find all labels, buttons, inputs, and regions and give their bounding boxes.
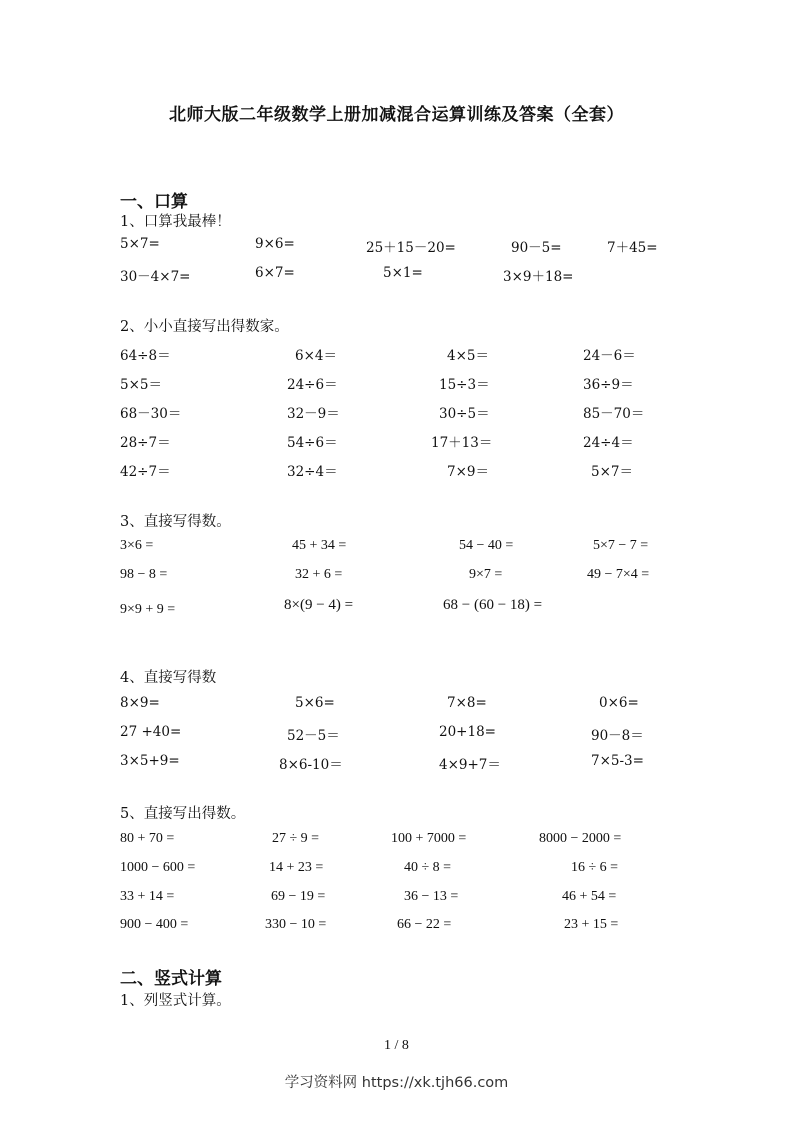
q5-item: 33 + 14 =: [120, 889, 175, 904]
q3-item: 54 − 40 =: [459, 538, 514, 553]
q4-item: 20+18=: [439, 724, 496, 740]
q2-item: 6×4＝: [295, 348, 337, 364]
section-1-heading: 一、口算: [120, 192, 188, 212]
q1-item: 6×7=: [255, 265, 295, 281]
q5-item: 40 ÷ 8 =: [404, 860, 452, 875]
q2-item: 28÷7＝: [120, 435, 171, 451]
section-2-heading: 二、竖式计算: [120, 969, 222, 989]
q2-item: 54÷6＝: [287, 435, 338, 451]
page-title: 北师大版二年级数学上册加减混合运算训练及答案（全套）: [169, 105, 624, 125]
q1-item: 9×6=: [255, 236, 295, 252]
q3-label: 3、直接写得数。: [120, 514, 231, 530]
q5-item: 8000 − 2000 =: [539, 831, 622, 846]
q1-item: 7＋45=: [607, 240, 658, 256]
q4-item: 7×5-3=: [591, 753, 644, 769]
q3-item: 9×7 =: [469, 567, 503, 582]
q3-item: 3×6 =: [120, 538, 154, 553]
q3-item: 49 − 7×4 =: [587, 567, 650, 582]
q2-item: 42÷7＝: [120, 464, 171, 480]
q4-item: 4×9+7＝: [439, 757, 501, 773]
q3-item: 68 − (60 − 18) =: [443, 597, 543, 613]
q1-item: 30－4×7=: [120, 269, 191, 285]
section-2-q1-label: 1、列竖式计算。: [120, 993, 231, 1009]
q4-item: 90－8＝: [591, 728, 644, 744]
q2-item: 36÷9＝: [583, 377, 634, 393]
q4-label: 4、直接写得数: [120, 670, 217, 686]
q2-item: 32÷4＝: [287, 464, 338, 480]
q2-item: 85－70＝: [583, 406, 645, 422]
q5-item: 23 + 15 =: [564, 917, 619, 932]
q5-item: 330 − 10 =: [265, 917, 327, 932]
q2-label: 2、小小直接写出得数家。: [120, 319, 289, 335]
q2-item: 24÷4＝: [583, 435, 634, 451]
q1-item: 5×7=: [120, 236, 160, 252]
q2-item: 5×7＝: [591, 464, 633, 480]
q3-item: 9×9 + 9 =: [120, 602, 176, 617]
q2-item: 5×5＝: [120, 377, 162, 393]
q2-item: 24－6＝: [583, 348, 636, 364]
q4-item: 8×9=: [120, 695, 160, 711]
q2-item: 17＋13＝: [431, 435, 493, 451]
footer-watermark: 学习资料网 https://xk.tjh66.com: [284, 1075, 509, 1091]
q3-item: 45 + 34 =: [292, 538, 347, 553]
q5-item: 66 − 22 =: [397, 917, 452, 932]
q1-item: 25＋15－20=: [366, 240, 456, 256]
q5-item: 900 − 400 =: [120, 917, 189, 932]
q4-item: 0×6=: [599, 695, 639, 711]
page-number: 1 / 8: [384, 1038, 409, 1053]
q2-item: 24÷6＝: [287, 377, 338, 393]
q3-item: 8×(9 − 4) =: [284, 597, 354, 613]
q5-item: 69 − 19 =: [271, 889, 326, 904]
q5-item: 1000 − 600 =: [120, 860, 196, 875]
q4-item: 27 +40=: [120, 724, 182, 740]
q4-item: 5×6=: [295, 695, 335, 711]
q5-item: 46 + 54 =: [562, 889, 617, 904]
q5-item: 100 + 7000 =: [391, 831, 467, 846]
q2-item: 68－30＝: [120, 406, 182, 422]
q4-item: 3×5+9=: [120, 753, 180, 769]
q4-item: 8×6-10＝: [279, 757, 343, 773]
q3-item: 98 − 8 =: [120, 567, 168, 582]
q1-item: 90－5=: [511, 240, 562, 256]
q3-item: 5×7 − 7 =: [593, 538, 649, 553]
q2-item: 15÷3＝: [439, 377, 490, 393]
q5-item: 27 ÷ 9 =: [272, 831, 320, 846]
q2-item: 64÷8＝: [120, 348, 171, 364]
q3-item: 32 + 6 =: [295, 567, 343, 582]
q1-item: 5×1=: [383, 265, 423, 281]
q2-item: 30÷5＝: [439, 406, 490, 422]
q5-label: 5、直接写出得数。: [120, 806, 246, 822]
q5-item: 14 + 23 =: [269, 860, 324, 875]
q1-item: 3×9＋18=: [503, 269, 574, 285]
q2-item: 7×9＝: [447, 464, 489, 480]
q5-item: 36 − 13 =: [404, 889, 459, 904]
q4-item: 7×8=: [447, 695, 487, 711]
q2-item: 4×5＝: [447, 348, 489, 364]
q2-item: 32－9＝: [287, 406, 340, 422]
q1-label: 1、口算我最棒！: [120, 214, 231, 230]
q4-item: 52－5＝: [287, 728, 340, 744]
q5-item: 80 + 70 =: [120, 831, 175, 846]
q5-item: 16 ÷ 6 =: [571, 860, 619, 875]
